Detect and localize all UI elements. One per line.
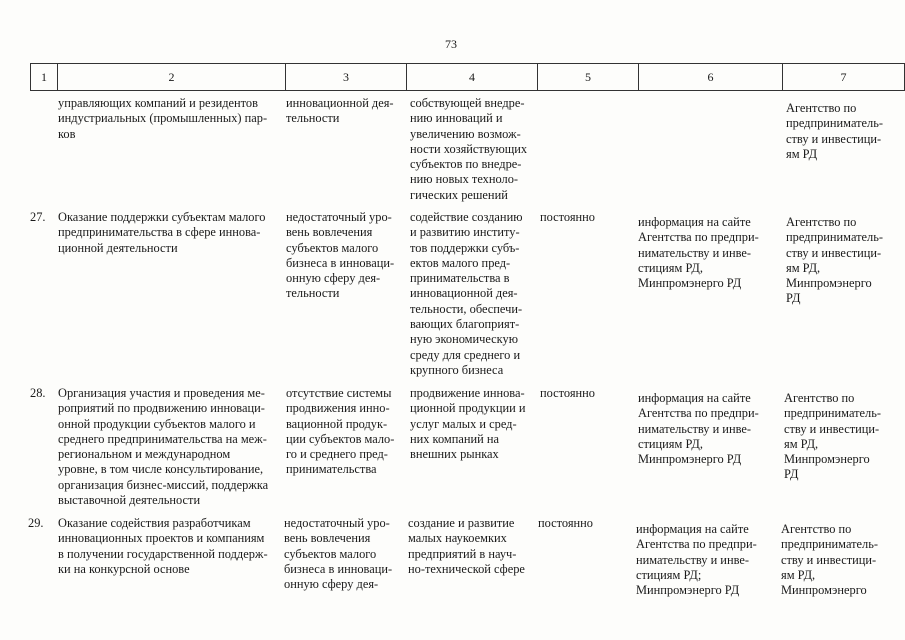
measure-text: Оказание поддержки субъектам малого предпринимательства в сфере иннова- ционной деятельности [58,210,266,255]
deadline-text: постоянно [540,386,596,400]
continuation-goal-text: собствующей внедре- нию инноваций и увеличению возмож- ности хозяйствующих субъектов по внедре- нию новых техноло- гических решений [410,96,528,202]
reporting-text: информация на сайте Агентства по предпри- нимательству и инве- стициям РД, Минпромэнерго РД [638,215,759,291]
goal-text: продвижение иннова- ционной продукции и услуг малых и сред- них компаний на внешних рынках [410,386,526,462]
problem-text: недостаточный уро- вень вовлечения субъектов малого бизнеса в инноваци- онную сферу дея- [284,516,393,592]
column-number: 4 [407,64,538,91]
measure-text: Организация участия и проведения ме- роприятий по продвижению инноваци- онной продукции субъектов малого и среднего предпринимательства на меж- региональном и международном уровне, в том числе консультирование, организация бизнес-миссий, поддержка выставочной деятельности [58,386,269,508]
row-number: 28. [30,386,46,400]
goal-text: создание и развитие малых наукоемких предприятий в науч- но-технической сфере [408,516,525,576]
page-number: 73 [445,37,457,51]
deadline-text: постоянно [540,210,596,224]
problem-text: отсутствие системы продвижения инно- вационной продук- ции субъектов мало- го и среднего пред- принимательства [286,386,395,477]
measure-text: Оказание содействия разработчикам инновационных проектов и компаниям в получении государственной поддерж- ки на конкурсной основе [58,516,268,576]
continuation-responsible-text: Агентство по предприниматель- ству и инвестици- ям РД [786,101,883,161]
row-number: 27. [30,210,46,224]
responsible-text: Агентство по предприниматель- ству и инвестици- ям РД, Минпромэнерго РД [786,215,883,306]
continuation-measure-text: управляющих компаний и резидентов индустриальных (промышленных) пар- ков [58,96,268,141]
row-number: 29. [28,516,44,530]
goal-text: содействие созданию и развитию институ- тов поддержки субъ- ектов малого пред- принимательства в инновационной дея- тельности, обеспечи- вающих благоприят- ную экономическую среду для среднего и крупного бизнеса [410,210,523,377]
problem-text: недостаточный уро- вень вовлечения субъектов малого бизнеса в инноваци- онную сферу дея- тельности [286,210,395,301]
continuation-problem-text: инновационной дея- тельности [286,96,394,126]
column-number: 3 [286,64,407,91]
column-number-header [30,63,905,91]
column-number: 5 [538,64,639,91]
column-number: 6 [639,64,783,91]
column-number: 2 [58,64,286,91]
reporting-text: информация на сайте Агентства по предпри- нимательству и инве- стициям РД, Минпромэнерго РД [638,391,759,467]
deadline-text: постоянно [538,516,594,530]
responsible-text: Агентство по предприниматель- ству и инвестици- ям РД, Минпромэнерго [781,522,878,598]
responsible-text: Агентство по предприниматель- ству и инвестици- ям РД, Минпромэнерго РД [784,391,881,482]
column-number: 7 [783,64,905,91]
column-number: 1 [31,64,58,91]
reporting-text: информация на сайте Агентства по предпри- нимательству и инве- стициям РД; Минпромэнерго РД [636,522,757,598]
